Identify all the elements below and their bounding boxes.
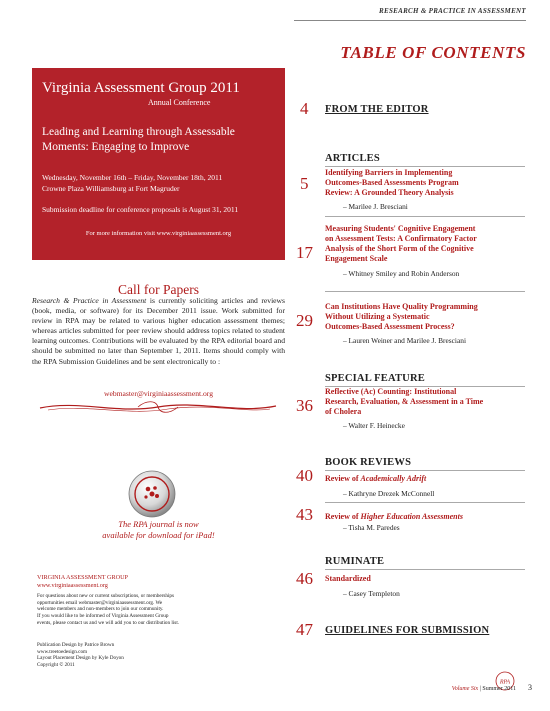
call-for-papers-body (32, 296, 285, 367)
title-line: Outcomes-Based Assessments Program (325, 178, 459, 187)
conference-theme: Leading and Learning through Assessable Moments: Engaging to Improve (42, 126, 235, 153)
toc-page-number: 36 (296, 396, 313, 415)
toc-page-number: 17 (296, 243, 313, 262)
design-credit: Publication Design by Patrice Brown (37, 642, 115, 648)
toc-author: – Casey Templeton (343, 589, 400, 598)
ipad-announcement (32, 519, 285, 541)
ipad-line-1: The RPA journal is now (118, 519, 199, 529)
volume-label: Volume Six (451, 686, 479, 692)
title-line: Reflective (Ac) Counting: Institutional (325, 387, 457, 396)
running-header: RESEARCH & PRACTICE IN ASSESSMENT (379, 7, 526, 15)
conference-dates (42, 172, 282, 194)
toc-book-header: BOOK REVIEWS (325, 457, 412, 468)
call-for-papers-title: Call for Papers (118, 282, 199, 297)
toc-book-review[interactable] (325, 474, 426, 484)
toc-from-editor[interactable]: FROM THE EDITOR (325, 104, 429, 115)
title-line: Analysis of the Short Form of the Cognitive (325, 244, 474, 253)
title-line: Outcomes-Based Assessment Process? (325, 322, 455, 331)
title-line: Without Utilizing a Systematic (325, 312, 430, 321)
toc-ruminate-header: RUMINATE (325, 556, 385, 567)
layout-credit: Layout Placement Design by Kyle Doyon (37, 655, 124, 662)
toc-page-number: 4 (300, 99, 309, 118)
title-line: Can Institutions Have Quality Programming (325, 302, 478, 311)
rpa-footer-logo-text: RPA (499, 679, 511, 686)
conference-dates-line: Wednesday, November 16th – Friday, November 18th, 2011 (42, 173, 223, 182)
swirl-ornament-icon (38, 398, 278, 416)
title-line: Engagement Scale (325, 254, 388, 263)
questions-note (37, 593, 242, 627)
title-line: of Cholera (325, 407, 362, 416)
toc-page-number: 40 (296, 466, 313, 485)
toc-article-title[interactable] (325, 302, 478, 332)
conference-title: Virginia Assessment Group 2011 (42, 80, 240, 96)
credits (37, 642, 242, 669)
org-name: VIRGINIA ASSESSMENT GROUP (37, 574, 128, 581)
toc-author: – Marilee J. Bresciani (343, 202, 408, 211)
toc-author: – Walter F. Heinecke (343, 421, 405, 430)
toc-author: – Lauren Weiner and Marilee J. Bresciani (343, 336, 467, 345)
toc-page-number: 43 (296, 505, 313, 524)
title-line: Measuring Students' Cognitive Engagement (325, 224, 476, 233)
questions-line: If you would like to be informed of Virginia Assessment Group (37, 613, 169, 620)
questions-line: events, please contact us and we will add you to our distribution list. (37, 619, 180, 626)
season-label: | Summer 2011 (478, 686, 516, 692)
section-rule (325, 502, 525, 503)
toc-title: TABLE OF CONTENTS (340, 43, 526, 62)
journal-name: Research & Practice in Assessment (32, 296, 147, 305)
rpa-logo-icon (128, 470, 176, 518)
conference-subtitle: Annual Conference (148, 98, 211, 107)
call-for-papers-email[interactable]: webmaster@virginiaassessment.org (104, 389, 213, 398)
toc-article-title[interactable] (325, 224, 477, 264)
toc-book-review[interactable] (325, 512, 463, 522)
section-rule (325, 291, 525, 292)
org-block (37, 574, 128, 590)
title-line: Identifying Barriers in Implementing (325, 168, 453, 177)
toc-articles-header: ARTICLES (325, 153, 380, 164)
book-title: Higher Education Assessments (360, 512, 463, 521)
section-rule (325, 569, 525, 570)
section-rule (325, 166, 525, 167)
header-rule (294, 20, 526, 21)
toc-article-title[interactable]: Standardized (325, 574, 371, 583)
title-line: Research, Evaluation, & Assessment in a Time (325, 397, 484, 406)
conference-more-info[interactable]: For more information visit www.virginiaassessment.org (85, 230, 232, 237)
toc-guidelines[interactable]: GUIDELINES FOR SUBMISSION (325, 625, 490, 636)
toc-special-header: SPECIAL FEATURE (325, 373, 425, 384)
questions-line: welcome members and non-members to join our community. (37, 606, 164, 613)
ipad-line-2: available for download for iPad! (102, 530, 215, 540)
design-url[interactable]: www.treetoedesign.com (37, 648, 88, 655)
toc-page-number: 29 (296, 311, 313, 330)
copyright: Copyright © 2011 (37, 662, 75, 669)
toc-article-title[interactable] (325, 387, 483, 417)
title-line: Review: A Grounded Theory Analysis (325, 188, 454, 197)
title-line: on Assessment Tests: A Confirmatory Factor (325, 234, 477, 243)
questions-line: For questions about new or current subscriptions, or memberships (37, 593, 175, 599)
toc-page-number: 46 (296, 569, 313, 588)
review-prefix: Review of (325, 474, 361, 483)
toc-article-title[interactable] (325, 168, 459, 198)
page-number: 3 (528, 683, 532, 692)
toc-author: – Kathryne Drezek McConnell (343, 489, 435, 498)
issue-info (452, 686, 516, 692)
conference-venue: Crowne Plaza Williamsburg at Fort Magruder (42, 184, 180, 193)
call-for-papers-text: is currently soliciting articles and reviews (book, media, or software) for its December 2011 issue. Work submitted for review in RPA may be related to various higher education assessment themes; whereas articles submitted for peer review should address topics related to student learning outcomes. Contributions will be evaluated by the RPA editorial board and should be submitted no later than September 1, 2011. Items should comply with the RPA Submission Guidelines and be sent electronically to : (32, 296, 285, 366)
toc-page-number: 5 (300, 174, 309, 193)
questions-line: opportunities email webmaster@virginiaassessment.org. We (37, 599, 163, 606)
toc-author: – Tisha M. Paredes (343, 523, 400, 532)
section-rule (325, 470, 525, 471)
review-prefix: Review of (325, 512, 361, 521)
section-rule (325, 216, 525, 217)
conference-deadline: Submission deadline for conference proposals is August 31, 2011 (42, 205, 239, 214)
toc-author: – Whitney Smiley and Robin Anderson (343, 269, 460, 278)
toc-page-number: 47 (296, 620, 313, 639)
book-title: Academically Adrift (360, 474, 427, 483)
org-url[interactable]: www.virginiaassessment.org (37, 582, 108, 589)
conference-box (32, 68, 285, 260)
